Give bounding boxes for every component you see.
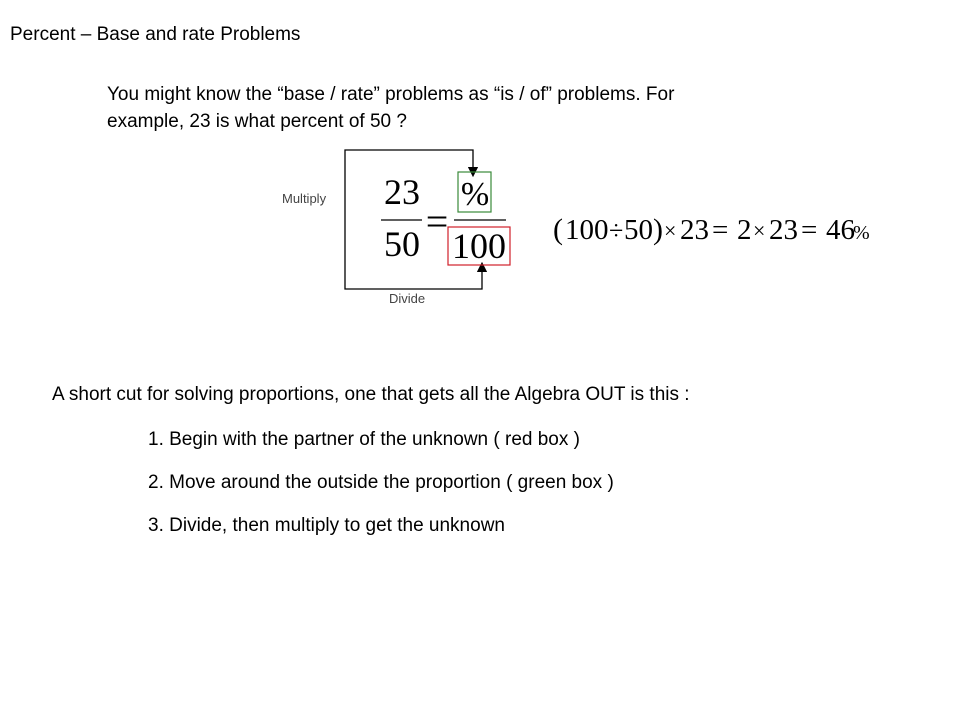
calculation-expression [553, 213, 870, 246]
calc-close-paren: ) [653, 213, 663, 246]
intro-line-1: You might know the “base / rate” problems as “is / of” problems. For [107, 84, 675, 105]
divide-label: Divide [389, 291, 426, 306]
proportion-numerator-right: % [460, 176, 490, 213]
multiply-label: Multiply [282, 191, 327, 206]
proportion-equals: = [425, 199, 449, 244]
calc-times-1: × [664, 218, 677, 243]
intro-line-2: example, 23 is what percent of 50 ? [107, 111, 407, 132]
calc-open-paren: ( [553, 213, 563, 246]
calc-twentythree-b: 23 [769, 214, 798, 246]
proportion-numerator-left: 23 [384, 172, 420, 212]
calc-hundred: 100 [565, 214, 609, 246]
calc-equals-2: = [801, 214, 818, 246]
calc-result: 46 [826, 214, 855, 246]
calc-two: 2 [737, 214, 752, 246]
page-title: Percent – Base and rate Problems [10, 24, 301, 45]
calc-times-2: × [753, 218, 766, 243]
calc-equals-1: = [712, 214, 729, 246]
calc-twentythree: 23 [680, 214, 709, 246]
step-3: 3. Divide, then multiply to get the unknown [148, 515, 505, 536]
shortcut-intro: A short cut for solving proportions, one that gets all the Algebra OUT is this : [52, 384, 690, 405]
proportion-denominator-right: 100 [452, 226, 506, 266]
calc-fifty: 50 [624, 214, 653, 246]
calc-divide-sign: ÷ [609, 216, 624, 245]
calc-percent: % [853, 222, 870, 244]
step-2: 2. Move around the outside the proportion ( green box ) [148, 472, 614, 493]
step-1: 1. Begin with the partner of the unknown ( red box ) [148, 429, 580, 450]
proportion-denominator-left: 50 [384, 224, 420, 264]
